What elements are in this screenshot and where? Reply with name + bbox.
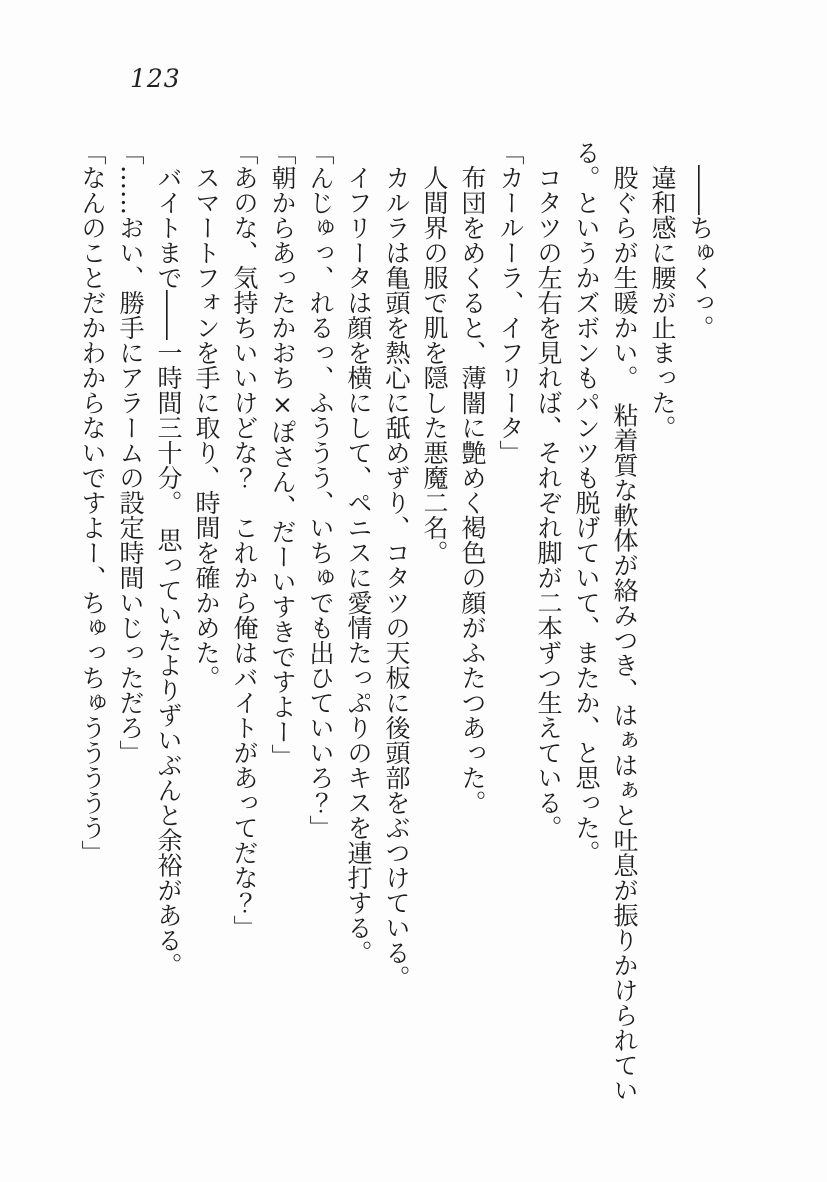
paragraph: 「カールーラ、イフリータ」 — [496, 140, 525, 465]
paragraph: 「んじゅっ、れるっ、ふううう、いちゅでも出ひていいろ？」 — [306, 140, 335, 840]
paragraph: バイトまで――一時間三十分。 思っていたよりずいぶんと余裕がある。 — [154, 140, 183, 978]
paragraph: カルラは亀頭を熱心に舐めずり、コタツの天板に後頭部をぶつけている。 — [382, 140, 411, 990]
paragraph: コタツの左右を見れば、それぞれ脚が二本ずつ生えている。 — [534, 140, 563, 840]
paragraph: 人間界の服で肌を隠した悪魔二名。 — [420, 140, 449, 565]
paragraph: 「あのな、気持ちいいけどな？ これから俺はバイトがあってだな？」 — [230, 140, 259, 940]
text-block — [69, 140, 719, 1128]
paragraph: 違和感に腰が止まった。 — [648, 140, 677, 440]
paragraph: イフリータは顔を横にして、ペニスに愛情たっぷりのキスを連打する。 — [344, 140, 373, 965]
page-number: 123 — [130, 64, 181, 93]
paragraph: 布団をめくると、薄闇に艶めく褐色の顔がふたつあった。 — [458, 140, 487, 815]
paragraph: 股ぐらが生暖かい。 粘着質な軟体が絡みつき、はぁはぁと吐息が振りかけられている。というかズボンもパンツも脱げていて、またか、と思った。 — [572, 140, 639, 1103]
paragraph: スマートフォンを手に取り、時間を確かめた。 — [192, 140, 221, 690]
paragraph: ――ちゅくっ。 — [686, 140, 715, 340]
paragraph: 「なんのことだかわからないですよー、ちゅっちゅううううう」 — [78, 140, 107, 865]
paragraph: 「……おい、勝手にアラームの設定時間いじっただろ」 — [116, 140, 145, 765]
paragraph: 「朝からあったかおち×ぽさん、だーいすきですよー」 — [268, 140, 297, 769]
